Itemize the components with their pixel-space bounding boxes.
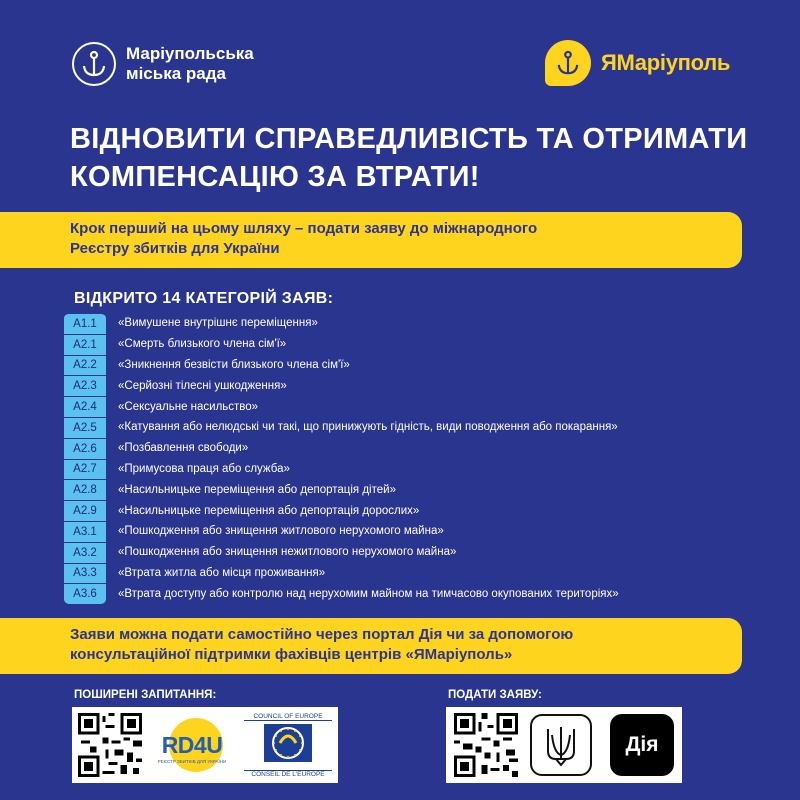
ya-mariupol-logo [545, 40, 730, 86]
category-row [64, 479, 764, 500]
category-code: A2.7 [64, 459, 106, 480]
category-code: A2.1 [64, 334, 106, 355]
category-text: «Втрата житла або місця проживання» [118, 566, 326, 579]
apply-label: ПОДАТИ ЗАЯВУ: [448, 689, 542, 701]
category-row [64, 375, 764, 396]
category-text: «Вимушене внутрішнє переміщення» [118, 317, 318, 330]
council-of-europe-logo [244, 713, 332, 777]
trident-icon[interactable] [530, 714, 592, 776]
category-code: A1.1 [64, 313, 106, 334]
category-code: A3.2 [64, 542, 106, 563]
rd4u-wordmark: RD4U [161, 732, 223, 758]
category-code: A3.3 [64, 563, 106, 584]
category-code: A3.1 [64, 521, 106, 542]
council-name-line1: Маріупольська [126, 44, 254, 63]
submit-banner [0, 618, 742, 674]
ya-mariupol-brand: ЯМаріуполь [601, 50, 731, 75]
category-text: «Зникнення безвісти близького члена сім'ї» [118, 358, 350, 371]
faq-label: ПОШИРЕНІ ЗАПИТАННЯ: [74, 689, 217, 701]
category-code: A2.4 [64, 396, 106, 417]
category-text: «Насильницьке переміщення або депортація дітей» [118, 483, 396, 496]
category-text: «Примусова праця або служба» [118, 462, 290, 475]
category-text: «Позбавлення свободи» [118, 442, 249, 455]
diia-app-icon[interactable] [610, 714, 674, 776]
anchor-icon [545, 40, 591, 86]
category-code: A2.9 [64, 500, 106, 521]
diia-label: Дія [625, 733, 659, 756]
category-row [64, 396, 764, 417]
categories-list [64, 313, 764, 604]
category-row [64, 542, 764, 563]
coe-bottom-text: CONSEIL DE L'EUROPE [244, 770, 332, 778]
faq-panel [72, 707, 338, 783]
category-code: A2.5 [64, 417, 106, 438]
headline-line2: КОМПЕНСАЦІЮ ЗА ВТРАТИ! [70, 161, 480, 193]
category-row [64, 583, 764, 604]
category-code: A3.6 [64, 583, 106, 604]
step-banner [0, 212, 742, 268]
categories-title: ВІДКРИТО 14 КАТЕГОРІЙ ЗАЯВ: [74, 290, 334, 307]
coe-emblem-icon [244, 721, 332, 765]
category-row [64, 313, 764, 334]
category-code: A2.2 [64, 355, 106, 376]
category-row [64, 459, 764, 480]
headline-line1: ВІДНОВИТИ СПРАВЕДЛИВІСТЬ ТА ОТРИМАТИ [70, 123, 748, 155]
category-row [64, 417, 764, 438]
faq-qr-code[interactable] [78, 713, 142, 777]
category-text: «Сексуальне насильство» [118, 400, 259, 413]
category-text: «Втрата доступу або контролю над нерухомим майном на тимчасово окупованих територіях» [118, 587, 619, 600]
category-code: A2.8 [64, 479, 106, 500]
council-name-line2: міська рада [126, 64, 226, 83]
category-text: «Смерть близького члена сім'ї» [118, 338, 287, 351]
submit-banner-line2: консультаційної підтримки фахівців центрів «ЯМаріуполь» [70, 646, 513, 663]
rd4u-subtitle: РЕЄСТР ЗБИТКІВ ДЛЯ УКРАЇНИ [157, 759, 227, 764]
step-banner-line2: Реєстру збитків для України [70, 240, 280, 257]
category-text: «Пошкодження або знищення житлового нерухомого майна» [118, 525, 444, 538]
coe-top-text: COUNCIL OF EUROPE [244, 713, 332, 721]
page-title [70, 120, 760, 196]
category-text: «Пошкодження або знищення нежитлового нерухомого майна» [118, 546, 457, 559]
category-row [64, 334, 764, 355]
step-banner-line1: Крок перший на цьому шляху – подати заяву до міжнародного [70, 220, 538, 237]
category-text: «Катування або нелюдські чи такі, що принижують гідність, види поводження або покарання» [118, 421, 618, 434]
category-row [64, 521, 764, 542]
apply-panel [446, 707, 682, 783]
category-text: «Насильницьке переміщення або депортація дорослих» [118, 504, 420, 517]
category-row [64, 438, 764, 459]
anchor-icon [72, 42, 116, 86]
rd4u-logo [150, 715, 234, 775]
category-code: A2.3 [64, 375, 106, 396]
category-row [64, 500, 764, 521]
city-council-logo [72, 42, 254, 86]
category-row [64, 355, 764, 376]
submit-banner-line1: Заяви можна подати самостійно через портал Дія чи за допомогою [70, 626, 574, 643]
category-text: «Серйозні тілесні ушкодження» [118, 379, 287, 392]
category-code: A2.6 [64, 438, 106, 459]
category-row [64, 563, 764, 584]
apply-qr-code[interactable] [454, 713, 518, 777]
